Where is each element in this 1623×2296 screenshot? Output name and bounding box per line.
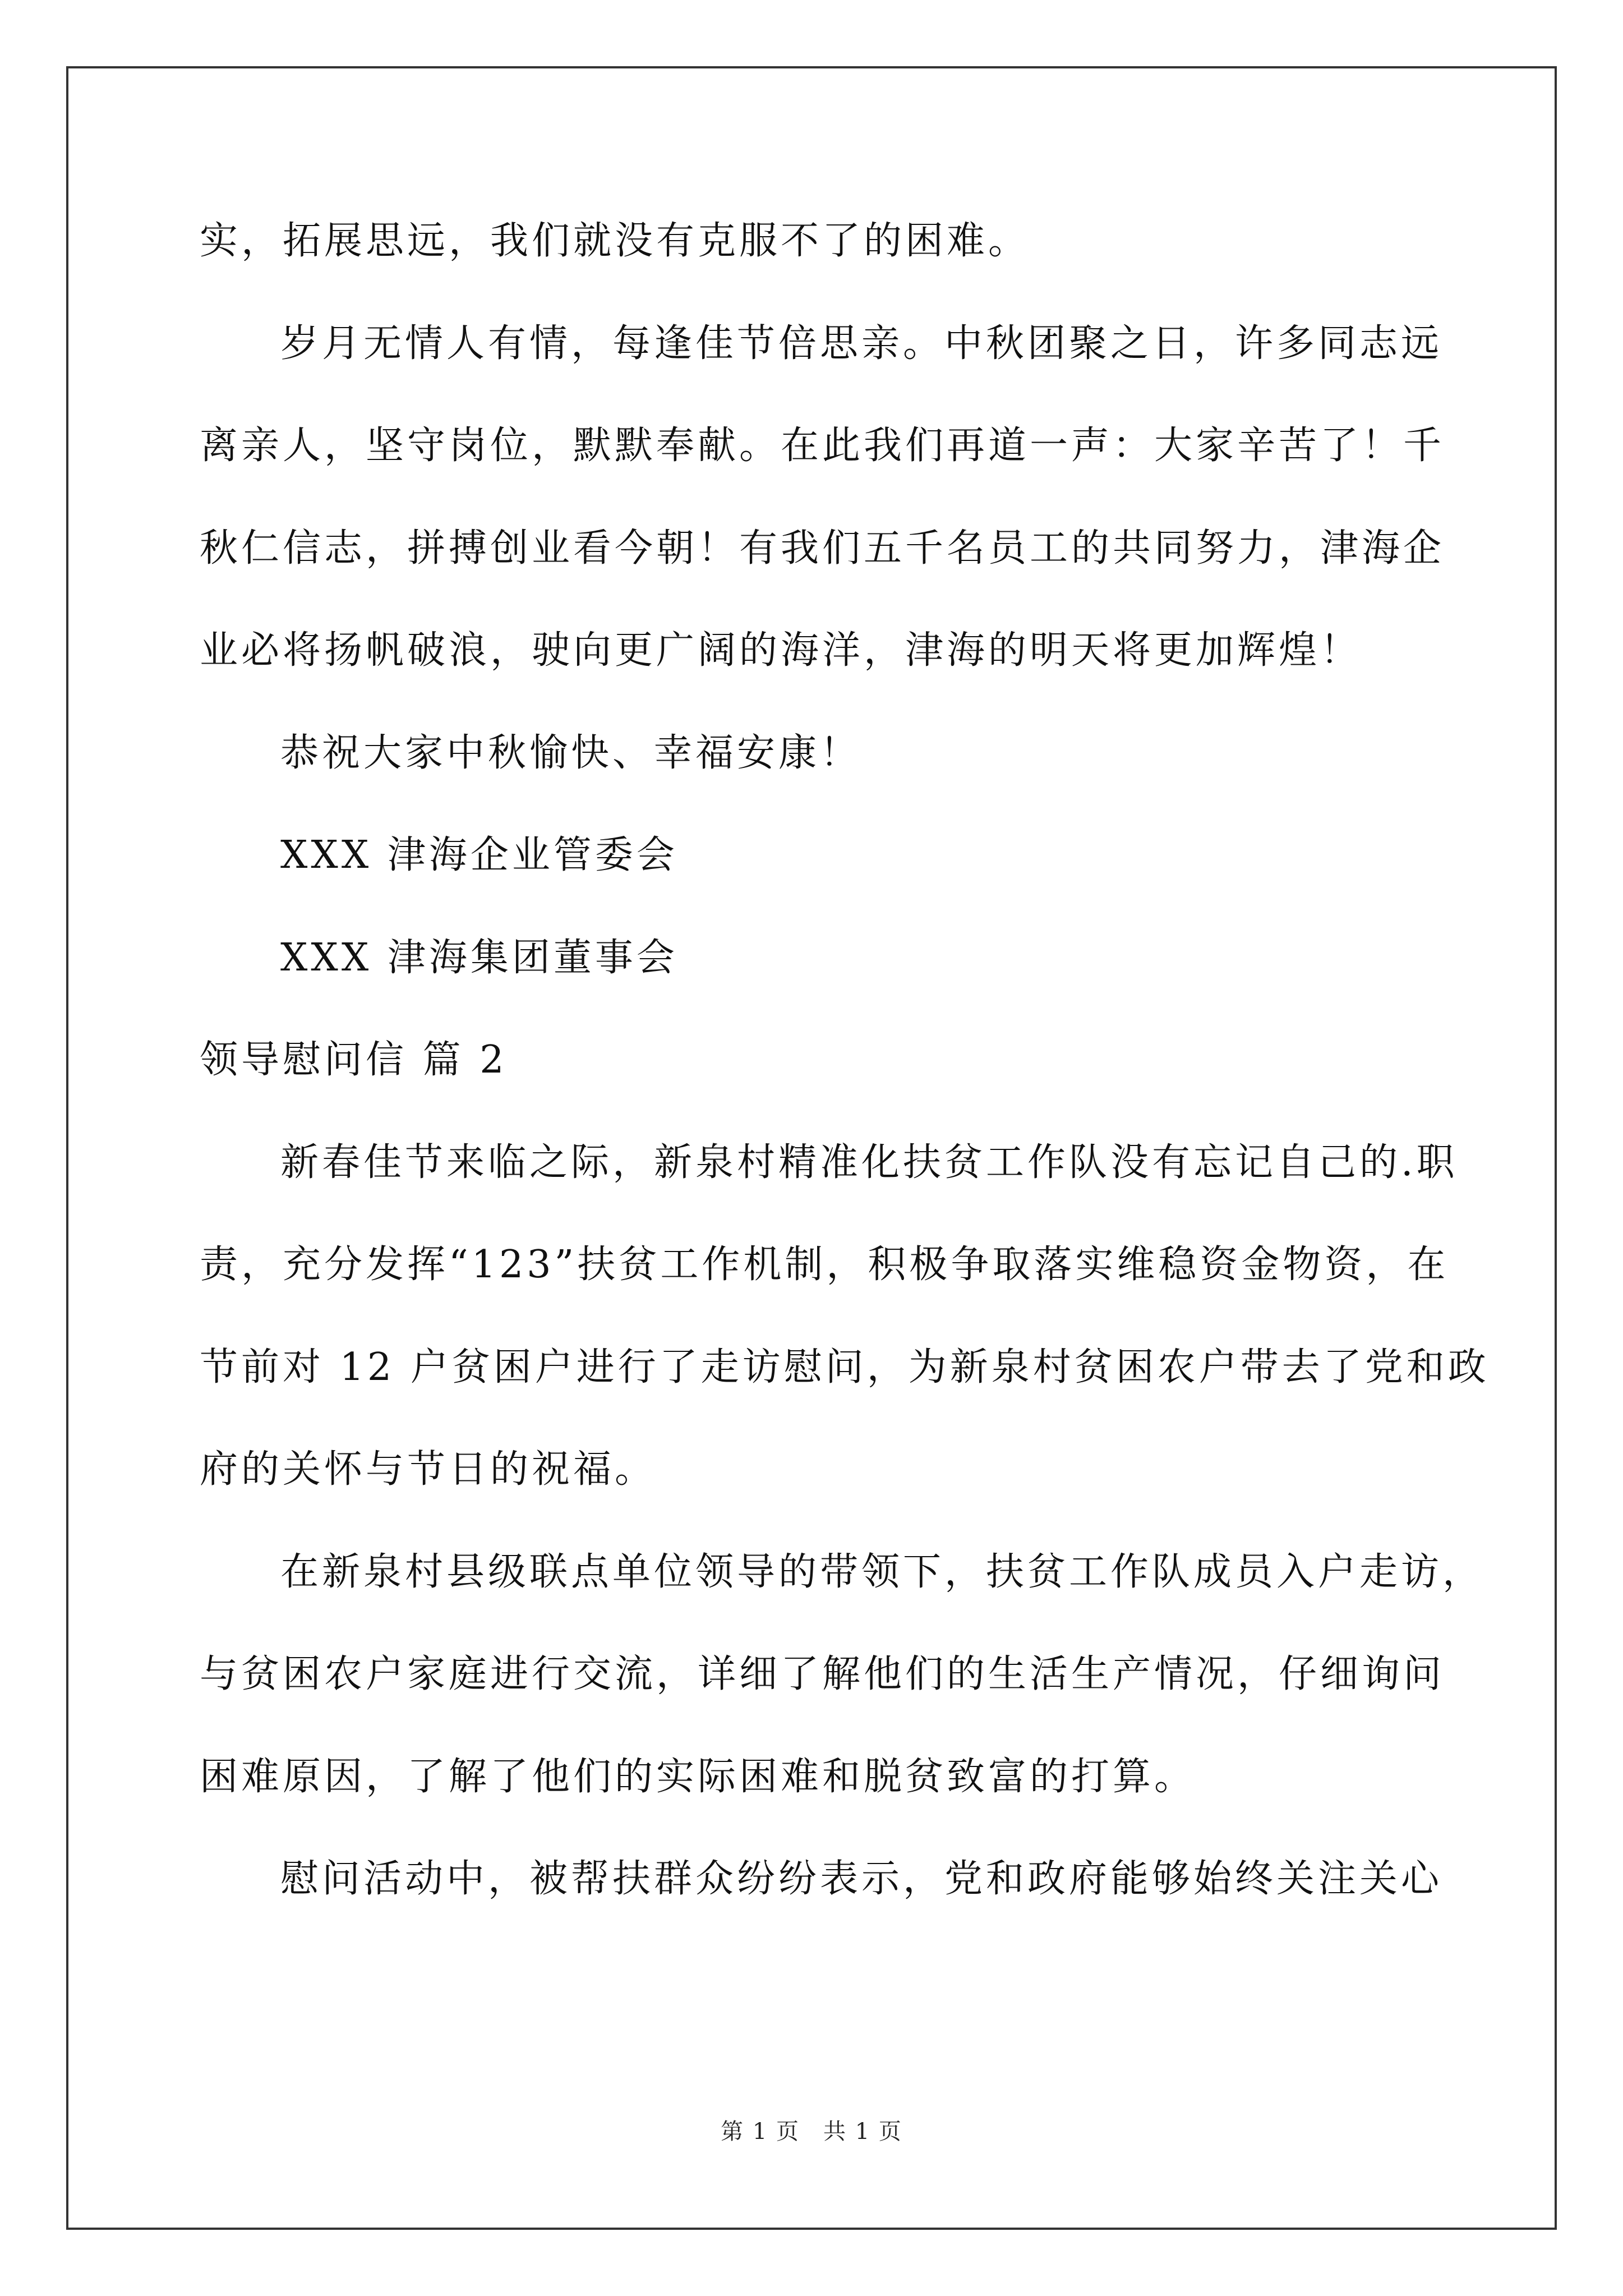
paragraph-line: 恭祝大家中秋愉快、幸福安康！ <box>280 731 862 775</box>
paragraph-line: 府的关怀与节日的祝福。 <box>200 1447 657 1492</box>
paragraph-line: 离亲人，坚守岗位，默默奉献。在此我们再道一声：大家辛苦了！千 <box>200 424 1445 468</box>
paragraph-line: 岁月无情人有情，每逢佳节倍思亲。中秋团聚之日，许多同志远 <box>280 321 1443 366</box>
paragraph-line: 责，充分发挥“123”扶贫工作机制，积极争取落实维稳资金物资，在 <box>200 1243 1449 1287</box>
paragraph-line: 实，拓展思远，我们就没有克服不了的困难。 <box>200 219 1030 263</box>
signature-line: XXX 津海企业管委会 <box>280 833 678 877</box>
page-number: 第 1 页 共 1 页 <box>721 2119 902 2145</box>
paragraph-line: 慰问活动中，被帮扶群众纷纷表示，党和政府能够始终关注关心 <box>280 1857 1443 1901</box>
paragraph-line: 秋仁信志，拼搏创业看今朝！有我们五千名员工的共同努力，津海企 <box>200 526 1445 570</box>
paragraph-line: 业必将扬帆破浪，驶向更广阔的海洋，津海的明天将更加辉煌！ <box>200 628 1362 673</box>
paragraph-line: 新春佳节来临之际，新泉村精准化扶贫工作队没有忘记自己的.职 <box>280 1140 1458 1185</box>
paragraph-line: 节前对 12 户贫困户进行了走访慰问，为新泉村贫困农户带去了党和政 <box>200 1345 1490 1389</box>
paragraph-line: 与贫困农户家庭进行交流，详细了解他们的生活生产情况，仔细询问 <box>200 1652 1445 1696</box>
paragraph-line: 困难原因，了解了他们的实际困难和脱贫致富的打算。 <box>200 1755 1196 1799</box>
section-heading: 领导慰问信 篇 2 <box>200 1038 508 1082</box>
signature-line: XXX 津海集团董事会 <box>280 936 678 980</box>
paragraph-line: 在新泉村县级联点单位领导的带领下，扶贫工作队成员入户走访， <box>280 1550 1484 1594</box>
